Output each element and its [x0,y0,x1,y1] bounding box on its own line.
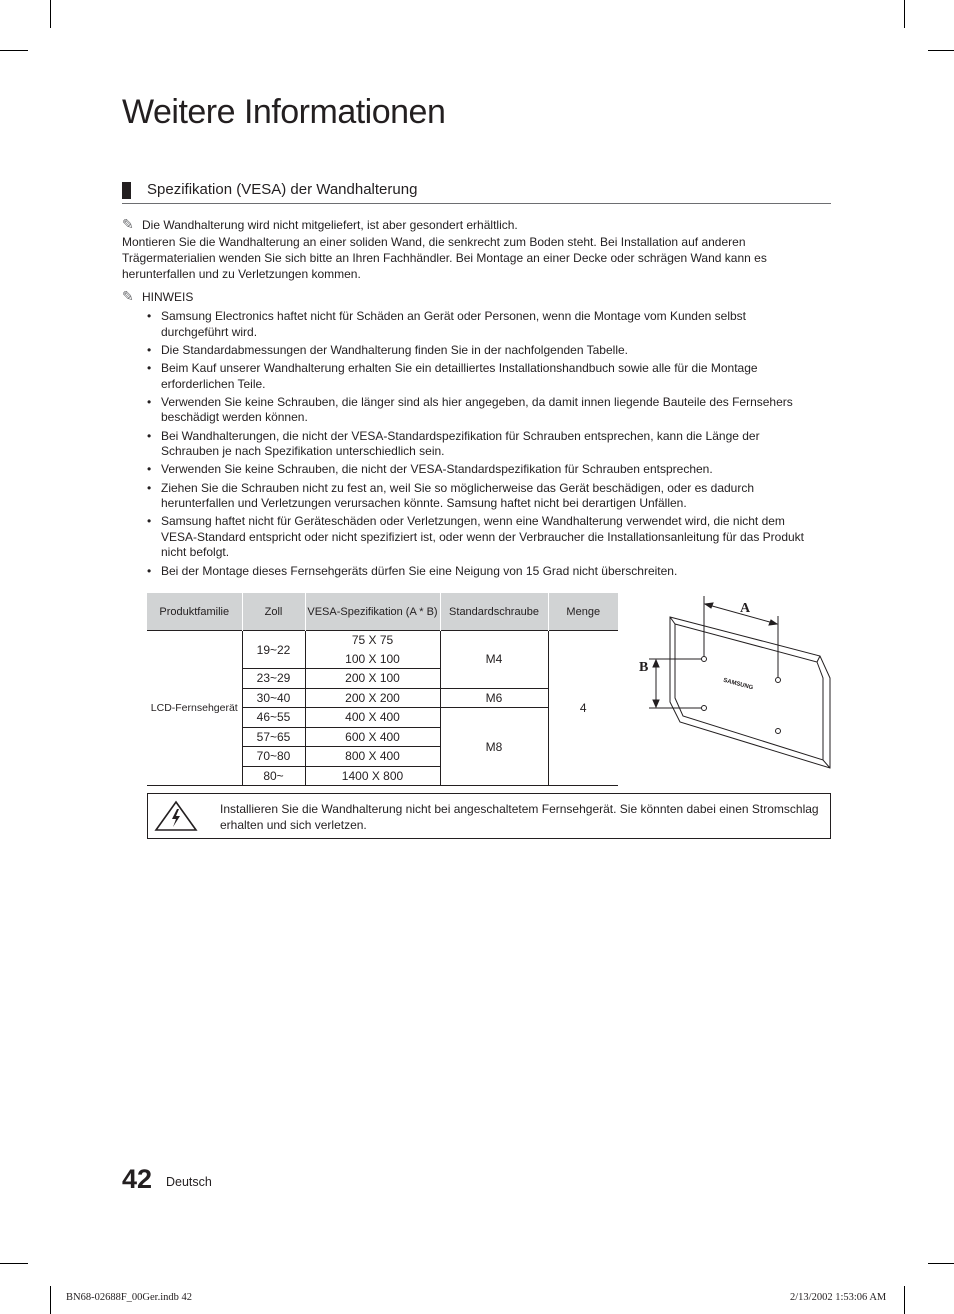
list-item-line: erforderlichen Teile. [161,376,266,391]
warning-line: erhalten und sich verletzen. [220,817,367,832]
list-item [147,429,827,460]
list-item-line: herunterfallen und Verletzungen verursachen könnte. Samsung haftet nicht bei derartigen Unfällen. [161,496,687,511]
table-cell-vesa: 800 X 400 [305,747,440,767]
intro-line: Montieren Sie die Wandhalterung an einer soliden Wand, die senkrecht zum Boden steht. Bei Installation auf anderen [122,235,746,249]
pencil-note-icon: ✎ [122,216,134,232]
column-header: Produktfamilie [147,593,242,631]
table-cell-zoll: 30~40 [242,688,305,708]
list-item-line: Schrauben je nach Spezifikation unterschiedlich sein. [161,444,445,459]
list-item-line: Die Standardabmessungen der Wandhalterung finden Sie in der nachfolgenden Tabelle. [161,342,628,357]
list-item-line: beschädigt werden können. [161,410,308,425]
table-cell-screw: M6 [440,688,548,708]
vesa-table [147,593,618,786]
crop-mark [50,1286,51,1314]
diagram-brand: SAMSUNG [722,677,754,692]
footer-file-info: BN68-02688F_00Ger.indb 42 [66,1292,192,1303]
bullet-icon: • [147,563,152,578]
intro-line: Trägermaterialien wenden Sie sich bitte an Ihren Fachhändler. Bei Montage an einer Decke oder schrägen Wand kann es [122,250,767,265]
pencil-note-icon: ✎ [122,288,134,304]
table-cell-zoll: 70~80 [242,747,305,767]
electric-shock-warning-icon [154,800,198,832]
list-item-line: Verwenden Sie keine Schrauben, die nicht der VESA-Standardspezifikation für Schrauben entsprechen. [161,462,713,477]
bullet-icon: • [147,360,152,375]
list-item [147,395,827,426]
table-cell-vesa: 1400 X 800 [305,766,440,786]
bullet-icon: • [147,514,152,529]
table-row [147,631,618,650]
warning-text [220,802,820,833]
table-cell-screw: M8 [440,708,548,786]
table-cell-zoll: 57~65 [242,727,305,747]
list-item [147,481,827,512]
warning-box [147,793,831,839]
bullet-icon: • [147,394,152,409]
table-cell-zoll: 23~29 [242,669,305,689]
table-cell-vesa: 75 X 75 [305,631,440,650]
table-cell-zoll: 46~55 [242,708,305,728]
list-item-line: durchgeführt wird. [161,324,258,339]
table-cell-vesa: 100 X 100 [305,650,440,669]
warning-line: Installieren Sie die Wandhalterung nicht bei angeschaltetem Fernsehgerät. Sie könnten dabei einen Stromschlag [220,802,819,816]
table-cell-zoll: 80~ [242,766,305,786]
list-item [147,361,827,392]
table-cell-vesa: 200 X 100 [305,669,440,689]
footer-timestamp: 2/13/2002 1:53:06 AM [790,1292,887,1303]
list-item-line: Ziehen Sie die Schrauben nicht zu fest an, weil Sie so möglicherweise das Gerät beschädigen, oder es dadurch [161,480,755,495]
list-item-line: Samsung Electronics haftet nicht für Schäden an Gerät oder Personen, wenn die Montage vom Kunden selbst [161,309,747,323]
list-item-line: Beim Kauf unserer Wandhalterung erhalten Sie ein detailliertes Installationshandbuch sowie alle für die Montage [161,360,758,375]
bullet-icon: • [147,462,152,477]
bullet-icon: • [147,480,152,495]
table-cell-vesa: 400 X 400 [305,708,440,728]
list-item-line: Bei Wandhalterungen, die nicht der VESA-Standardspezifikation für Schrauben entsprechen, kann die Länge der [161,428,760,443]
bullet-icon: • [147,342,152,357]
hinweis-heading [122,289,193,306]
column-header: Menge [548,593,618,631]
column-header: Standardschraube [440,593,548,631]
list-item [147,309,827,340]
table-cell-vesa: 200 X 200 [305,688,440,708]
intro-paragraph [122,235,832,282]
table-cell-zoll: 19~22 [242,631,305,669]
bullet-icon: • [147,428,152,443]
crop-mark [0,50,28,51]
dimension-b-label: B [639,660,649,675]
intro-note-text: Die Wandhalterung wird nicht mitgeliefert, ist aber gesondert erhältlich. [142,218,518,232]
section-header [122,180,831,204]
table-cell-vesa: 600 X 400 [305,727,440,747]
table-cell-screw: M4 [440,631,548,689]
page-title: Weitere Informationen [122,93,446,131]
hinweis-list [147,309,827,582]
hinweis-label: HINWEIS [142,290,194,304]
crop-mark [0,1263,28,1264]
tv-back-diagram [625,592,835,772]
crop-mark [50,0,51,28]
table-header-row [147,593,618,631]
section-title: Spezifikation (VESA) der Wandhalterung [147,181,418,198]
table-cell-quantity: 4 [548,631,618,786]
intro-line: herunterfallen und zu Verletzungen kommen. [122,266,361,281]
list-item [147,343,827,359]
section-marker [122,182,131,199]
list-item-line: nicht befolgt. [161,545,230,560]
page-number: 42 [122,1164,153,1194]
page-language: Deutsch [166,1175,212,1189]
bullet-icon: • [147,309,152,323]
list-item [147,564,827,580]
crop-mark [928,50,954,51]
intro-note [122,217,822,234]
crop-mark [904,1286,905,1314]
list-item [147,514,827,561]
dimension-a-label: A [740,601,751,616]
list-item-line: VESA-Standard entspricht oder nicht spezifiziert ist, oder wenn der Verbraucher die Installationsanleitung für das Produkt [161,529,805,544]
column-header: Zoll [242,593,305,631]
crop-mark [928,1263,954,1264]
list-item-line: Verwenden Sie keine Schrauben, die länger sind als hier angegeben, da damit innen liegende Bauteile des Fernsehers [161,394,793,409]
table-cell-family: LCD-Fernsehgerät [147,631,242,786]
list-item-line: Bei der Montage dieses Fernsehgeräts dürfen Sie eine Neigung von 15 Grad nicht überschreiten. [161,563,678,578]
list-item-line: Samsung haftet nicht für Geräteschäden oder Verletzungen, wenn eine Wandhalterung verwendet wird, die nicht dem [161,514,785,529]
list-item [147,462,827,478]
column-header: VESA-Spezifikation (A * B) [305,593,440,631]
crop-mark [904,0,905,28]
tv-back-panel [670,617,830,768]
